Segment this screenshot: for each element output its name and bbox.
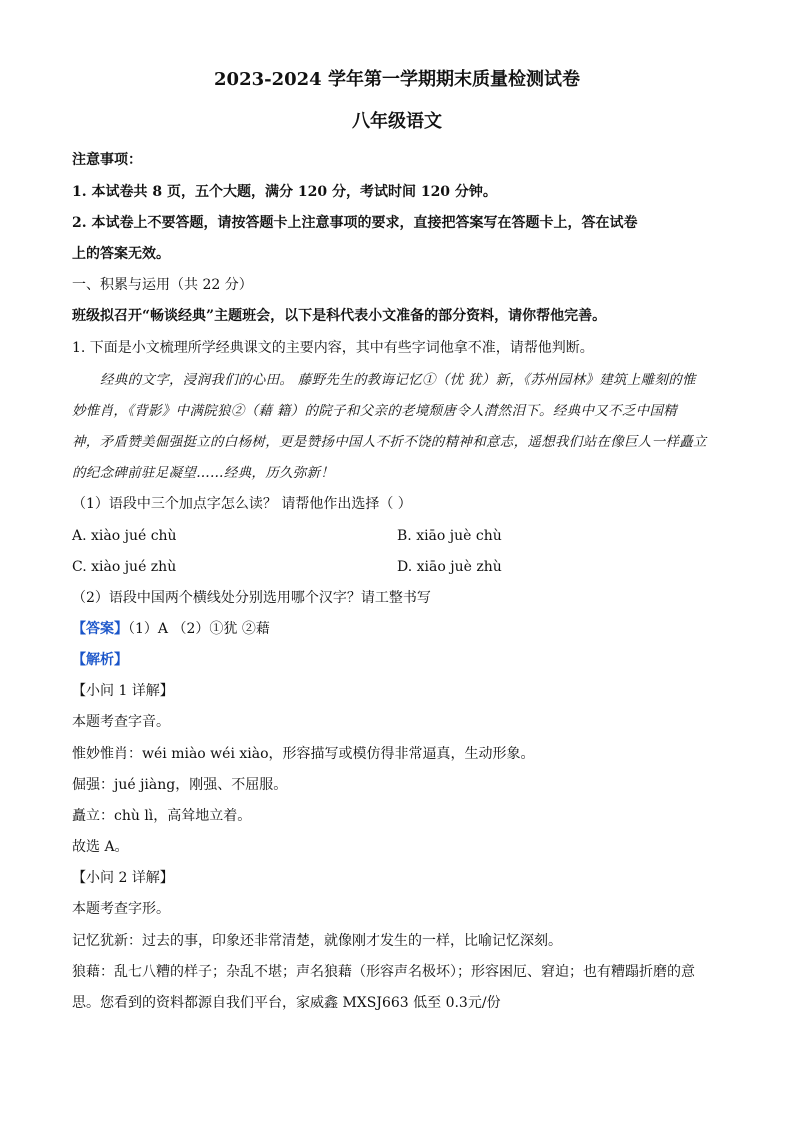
analysis-tag: 【解析】 — [72, 652, 128, 668]
option-d: D. xiāo juè zhù — [397, 559, 502, 575]
exam-subtitle: 八年级语文 — [352, 111, 442, 132]
sub-1-detail-line: 惟妙惟肖：wéi miào wéi xiào，形容描写或模仿得非常逼真，生动形象。 — [72, 746, 535, 762]
exam-title: 2023-2024 学年第一学期期末质量检测试卷 — [214, 69, 580, 90]
sub-2-detail-line: 思。您看到的资料都源自我们平台，家威鑫 MXSJ663 低至 0.3元/份 — [72, 995, 501, 1011]
answer-text: （1）A （2）①犹 ②藉 — [128, 621, 270, 637]
section-intro: 班级拟召开“畅谈经典”主题班会，以下是科代表小文准备的部分资料，请你帮他完善。 — [72, 308, 607, 324]
notes-item-2-line-1: 2. 本试卷上不要答题，请按答题卡上注意事项的要求，直接把答案写在答题卡上，答在试卷 — [72, 215, 638, 231]
sub-1-detail-line: 倔强：jué jiàng，刚强、不屈服。 — [72, 777, 288, 793]
answer-line — [72, 619, 270, 639]
sub-2-detail-line: 狼藉：乱七八糟的样子；杂乱不堪；声名狼藉（形容声名极坏）；形容困厄、窘迫；也有糟蹋折磨的意 — [72, 964, 695, 980]
sub-2-detail-line: 记忆犹新：过去的事，印象还非常清楚，就像刚才发生的一样，比喻记忆深刻。 — [72, 933, 562, 949]
notes-heading: 注意事项： — [72, 152, 142, 168]
sub-1-detail-title: 【小问 1 详解】 — [72, 683, 174, 699]
question-1: 1. 下面是小文梳理所学经典课文的主要内容，其中有些字词他拿不准，请帮他判断。 — [72, 340, 594, 356]
passage-line-3: 神，矛盾赞美倔强挺立的白杨树，更是赞扬中国人不折不饶的精神和意志，遥想我们站在像巨人一样矗立 — [72, 434, 707, 450]
sub-1-detail-line: 故选 A。 — [72, 839, 129, 855]
sub-question-1: （1）语段中三个加点字怎么读？ 请帮他作出选择（ ） — [72, 496, 412, 512]
answer-tag: 【答案】 — [72, 621, 128, 637]
passage-line-4: 的纪念碑前驻足凝望……经典，历久弥新！ — [72, 465, 335, 481]
option-b: B. xiāo juè chù — [397, 528, 502, 544]
sub-2-detail-line: 本题考查字形。 — [72, 901, 170, 917]
passage-line-2: 妙惟肖，《背影》中满院狼②（藉 籍）的院子和父亲的老境颓唐令人潸然泪下。经典中又不乏中国精 — [72, 403, 678, 419]
option-a: A. xiào jué chù — [72, 528, 177, 544]
passage-line-1: 经典的文字，浸润我们的心田。 藤野先生的教诲记忆①（忧 犹）新，《苏州园林》建筑上雕刻的惟 — [100, 372, 696, 388]
section-heading: 一、积累与运用（共 22 分） — [72, 277, 253, 293]
option-c: C. xiào jué zhù — [72, 559, 177, 575]
sub-2-detail-title: 【小问 2 详解】 — [72, 870, 174, 886]
sub-1-detail-line: 本题考查字音。 — [72, 714, 170, 730]
notes-item-2-line-2: 上的答案无效。 — [72, 246, 170, 262]
notes-item-1: 1. 本试卷共 8 页，五个大题，满分 120 分，考试时间 120 分钟。 — [72, 184, 497, 200]
sub-1-detail-line: 矗立：chù lì，高耸地立着。 — [72, 808, 252, 824]
sub-question-2: （2）语段中国两个横线处分别选用哪个汉字？请工整书写 — [72, 590, 431, 606]
